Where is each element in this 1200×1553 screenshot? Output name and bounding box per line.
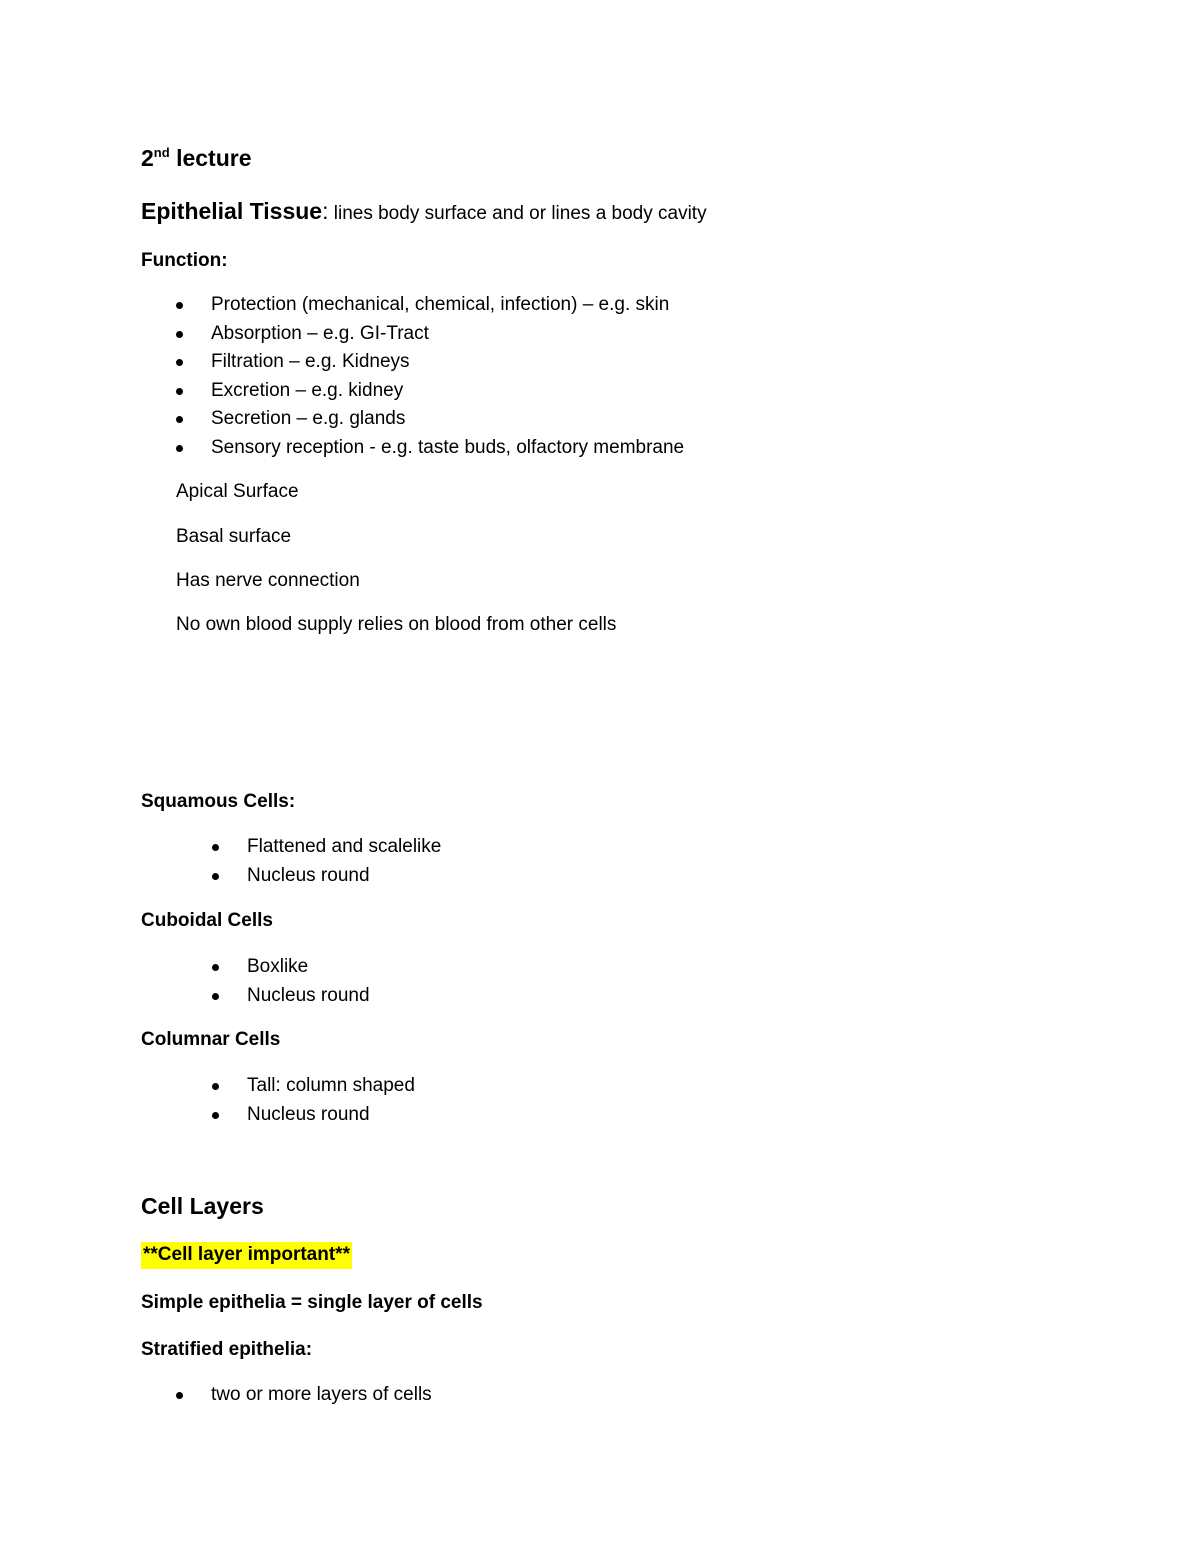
list-item-text: Secretion – e.g. glands bbox=[211, 408, 406, 429]
bullet-icon bbox=[176, 302, 183, 309]
list-item bbox=[211, 405, 684, 434]
note-blood-supply: No own blood supply relies on blood from other cells bbox=[176, 614, 617, 635]
list-item-text: Nucleus round bbox=[247, 864, 370, 886]
squamous-list bbox=[247, 833, 441, 890]
cuboidal-list bbox=[247, 953, 370, 1010]
cell-layers-heading: Cell Layers bbox=[141, 1193, 264, 1219]
bullet-icon bbox=[212, 993, 219, 1000]
title-number: 2 bbox=[141, 145, 154, 171]
bullet-icon bbox=[176, 1392, 183, 1399]
list-item-text: Sensory reception - e.g. taste buds, olfactory membrane bbox=[211, 436, 685, 458]
list-item-text: Boxlike bbox=[247, 956, 309, 977]
list-item bbox=[247, 953, 370, 982]
list-item bbox=[247, 1101, 415, 1130]
important-note bbox=[141, 1245, 352, 1264]
function-heading: Function: bbox=[141, 250, 228, 271]
bullet-icon bbox=[176, 388, 183, 395]
list-item bbox=[211, 320, 684, 349]
stratified-heading: Stratified epithelia: bbox=[141, 1339, 313, 1360]
epithelial-label: Epithelial Tissue bbox=[141, 198, 323, 224]
columnar-list bbox=[247, 1072, 415, 1129]
list-item-text: Absorption – e.g. GI-Tract bbox=[211, 322, 429, 344]
squamous-heading: Squamous Cells: bbox=[141, 791, 296, 812]
list-item bbox=[247, 1072, 415, 1101]
list-item bbox=[247, 982, 370, 1011]
list-item bbox=[211, 348, 684, 377]
bullet-icon bbox=[212, 1112, 219, 1119]
note-nerve: Has nerve connection bbox=[176, 570, 360, 591]
note-apical: Apical Surface bbox=[176, 481, 299, 502]
list-item-text: Protection (mechanical, chemical, infection) – e.g. skin bbox=[211, 294, 670, 315]
list-item bbox=[211, 434, 684, 463]
title-superscript: nd bbox=[153, 145, 170, 160]
bullet-icon bbox=[176, 445, 183, 452]
stratified-list bbox=[211, 1381, 432, 1410]
simple-epithelia: Simple epithelia = single layer of cells bbox=[141, 1292, 483, 1313]
list-item-text: Excretion – e.g. kidney bbox=[211, 379, 404, 401]
list-item-text: Tall: column shaped bbox=[247, 1075, 415, 1096]
epithelial-description: lines body surface and or lines a body cavity bbox=[328, 203, 707, 224]
bullet-icon bbox=[212, 844, 219, 851]
list-item bbox=[211, 377, 684, 406]
list-item bbox=[247, 862, 441, 891]
epithelial-definition bbox=[141, 200, 707, 223]
function-list bbox=[211, 291, 684, 462]
note-basal: Basal surface bbox=[176, 526, 292, 547]
list-item-text: two or more layers of cells bbox=[211, 1384, 432, 1405]
bullet-icon bbox=[212, 1083, 219, 1090]
cuboidal-heading: Cuboidal Cells bbox=[141, 910, 273, 931]
title-text: lecture bbox=[169, 145, 252, 171]
list-item-text: Nucleus round bbox=[247, 984, 370, 1006]
epithelial-colon: : bbox=[322, 198, 329, 224]
bullet-icon bbox=[176, 331, 183, 338]
lecture-title bbox=[141, 146, 252, 170]
bullet-icon bbox=[176, 416, 183, 423]
bullet-icon bbox=[176, 359, 183, 366]
list-item-text: Filtration – e.g. Kidneys bbox=[211, 351, 410, 372]
list-item bbox=[211, 1381, 432, 1410]
list-item bbox=[247, 833, 441, 862]
list-item bbox=[211, 291, 684, 320]
list-item-text: Nucleus round bbox=[247, 1103, 370, 1125]
list-item-text: Flattened and scalelike bbox=[247, 836, 442, 857]
columnar-heading: Columnar Cells bbox=[141, 1029, 281, 1050]
bullet-icon bbox=[212, 964, 219, 971]
bullet-icon bbox=[212, 873, 219, 880]
highlighted-text: **Cell layer important** bbox=[141, 1242, 352, 1269]
